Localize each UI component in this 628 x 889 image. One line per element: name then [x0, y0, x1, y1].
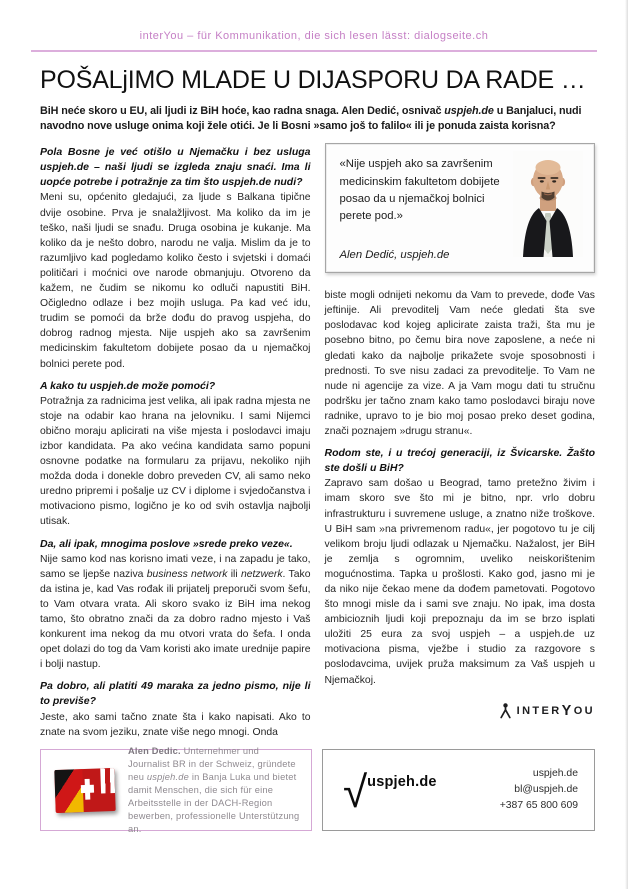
interview-question-1: Pola Bosne je već otišlo u Njemačku i bez usluga uspjeh.de – naši ljudi se izgleda znaju snaći. Ima li uopće potrebe i potražnje za tim što uspjeh.de nudi? — [40, 146, 311, 189]
interview-question-4: Pa dobro, ali platiti 49 maraka za jedno pismo, nije li to previše? — [40, 680, 311, 708]
answer-3-text-3: . Tako da istina je, kad Vas rođak ili prijatelj preporuči svom šefu, to Vam otvara vrata. Ali skoro svako iz BiH ima nekog tamo, što obratno znači da za dobro radno mjesto i Vaš konkurent ima nekog da mu otvori vrata do šefa. I onda opet dolazi do tog da Vam koristi ako imate urednije papire i bolji nastup. — [40, 568, 311, 671]
interview-answer-3 — [40, 552, 311, 673]
lead-text-pre: BiH neće skoro u EU, ali ljudi iz BiH hoće, kao radna snaga. Alen Dedić, osnivač — [40, 105, 445, 117]
interyou-wordmark-1: INTER — [516, 705, 562, 718]
left-column — [40, 143, 311, 743]
square-root-icon: √ — [343, 768, 368, 818]
uspjeh-logo — [343, 767, 437, 818]
contact-website: uspjeh.de — [532, 768, 578, 780]
interview-question-5: Rodom ste, i u trećoj generaciji, iz Švicarske. Žašto ste došli u BiH? — [324, 447, 595, 475]
person-icon — [499, 703, 512, 719]
contact-phone: +387 65 800 609 — [499, 800, 578, 812]
lead-text-post: u Banjaluci, nudi navodno nove usluge onima koji žele otići. Je li Bosni »samo još to falilo« ili je ponuda zaista korisna? — [40, 105, 582, 132]
uspjeh-brand-text: uspjeh.de — [367, 774, 437, 791]
pull-quote-text: «Nije uspjeh ako sa završenim medicinskim fakultetom dobijete posao da u njemačkoj bolnici perete pod.» — [339, 158, 500, 223]
pull-quote-box — [325, 143, 596, 273]
alen-dedic-photo — [513, 151, 583, 257]
swiss-flag-part — [78, 774, 97, 803]
author-bio-text-2: in Banja Luka und bietet damit Menschen, die sich für eine Arbeitsstelle in der DACH-Region bewerben, professionelle Unterstützung an. — [128, 771, 300, 834]
author-bio-text: Unternehmer und Journalist BR in der Schweiz, gründete neu — [128, 745, 296, 782]
answer-3-italic-1: business network — [146, 568, 228, 580]
interyou-wordmark-2: Y — [561, 703, 574, 720]
author-bio-brand: uspjeh.de — [146, 771, 190, 782]
contact-email: bl@uspjeh.de — [514, 784, 578, 796]
answer-3-text-2: ili — [227, 568, 241, 580]
lead-brand: uspjeh.de — [444, 105, 494, 117]
article-lead — [40, 104, 595, 133]
portrait-illustration — [513, 151, 583, 257]
answer-3-italic-2: netzwerk — [240, 568, 283, 580]
austrian-flag-part — [100, 768, 115, 793]
article-title: POŠALjIMO MLADE U DIJASPORU DA RADE … — [40, 66, 586, 94]
author-name: Alen Dedic. — [128, 745, 181, 756]
article-columns — [40, 143, 595, 743]
footer — [40, 745, 595, 834]
contact-details — [500, 766, 578, 813]
header-divider — [31, 50, 597, 52]
dach-flag — [54, 768, 115, 813]
author-bio — [128, 745, 301, 836]
right-column — [325, 143, 596, 743]
interview-answer-2: Potražnja za radnicima jest velika, ali ipak radna mjesta ne stoje na odabir kao hrana na jelovniku. I sami Nijemci obično moraju aplicirati na više mjesta i poslodavci imaju izbor kandidata. Pa ako većina kandidata samo popuni osnovne podatke na formularu za prijavu, nekoliko njih možda doda i donekle dobro preveden CV, ali samo neko uredno pripremi i pošalje uz CV i diplome i svjedočanstva i motivaciono pismo, logično je ko od svih ostavlja najbolji utisak. — [40, 395, 311, 528]
contact-box — [322, 749, 595, 831]
interview-answer-4-continued: biste mogli odnijeti nekomu da Vam to prevede, dođe Vas jeftinije. Ali prevoditelj Vam neće gledati šta sve poslodavac kod kojeg aplicirate zaista traži, šta mu je posebno bitno, po čemu bira nove zaposlene, a neće ni gledati kako da najbolje prikažete svoje sposobnosti i prednosti. To sve nisu zadaci za prevoditelje. To Vam ne nude ni agencije za vize. A ja Vam mogu dati tu stručnu podršku jer tačno znam kako tamo poslodavci biraju nove radnike, upravo to je bio moj posao preko deset godina, znači poznajem »drugu stranu«. — [324, 290, 595, 438]
interview-answer-1: Meni su, općenito gledajući, za ljude s Balkana tipične dvije osobine. Prva je snalažljivost. Ma koliko da im je teško, naši ljudi se snađu. Druga osobina je kukanje. Ma koliko da je nešto dobro, narodu ne valja. Mislim da je to razumljivo kad pogledamo koliko često i svjetski i domaći političari i moćnici ove narode obmanjuju. Otvoreno da kažem, ne čudim se nikomu ko odluči napustiti BiH. Očigledno odlaze i bez mojih usluga. Pa kad već idu, trudim se pomoći da brže dođu do pravog uspjeha, do dobrog radnog mjesta. Nije uspjeh ako sa završenim medicinskim fakultetom dobijete posao da u njemačkoj bolnici perete pod. — [40, 192, 311, 370]
answer-3-text: Nije samo kod nas korisno imati veze, i na zapadu je tako, samo se ljepše naziva — [40, 553, 311, 580]
interview-answer-4-start: Jeste, ako sami tačno znate šta i kako napisati. Ako to znate na svom jeziku, znate više nego mnogi. Onda — [40, 711, 311, 738]
pull-quote-attribution: Alen Dedić, uspjeh.de — [339, 249, 450, 262]
interview-answer-5: Zapravo sam došao u Beograd, tamo pretežno živim i imam skoro sve što mi je bitno, npr. vrlo dobru infrastrukturu i suvremene usluge, a znatno niže troškove. U BiH sam »na privremenom radu«, jer pogotovo tu je cilj velikom broju ljudi odlazak u Njemačku. Nažalost, jer BiH je zemlja s ogromnim, uveliko neiskorištenim mogućnostima. Tapka u prošlosti. Kako god, jasno mi je da niko nije čekao mene da dođem pametovati. Pogotovo što mnogi misle da i sami sve znaju. No ipak, ima dosta ambicioznih ljudi koji prepoznaju da im se brzo isplati uložiti 25 eura za svoj uspjeh – a uspjeh.de uz motivaciona pisma, vježbe i studio za razgovore s poslodavcima, uvijek pruža maksimum za Vaš uspjeh u Njemačkoj. — [324, 478, 595, 686]
interview-question-3: Da, ali ipak, mnogima poslove »srede preko veze«. — [40, 537, 293, 550]
interview-question-2: A kako tu uspjeh.de može pomoći? — [40, 379, 216, 392]
interyou-wordmark-3: OU — [573, 705, 595, 718]
interyou-logo — [499, 703, 595, 719]
author-box — [40, 745, 312, 834]
header-tagline: interYou – für Kommunikation, die sich lesen lässt: dialogseite.ch — [139, 30, 489, 42]
